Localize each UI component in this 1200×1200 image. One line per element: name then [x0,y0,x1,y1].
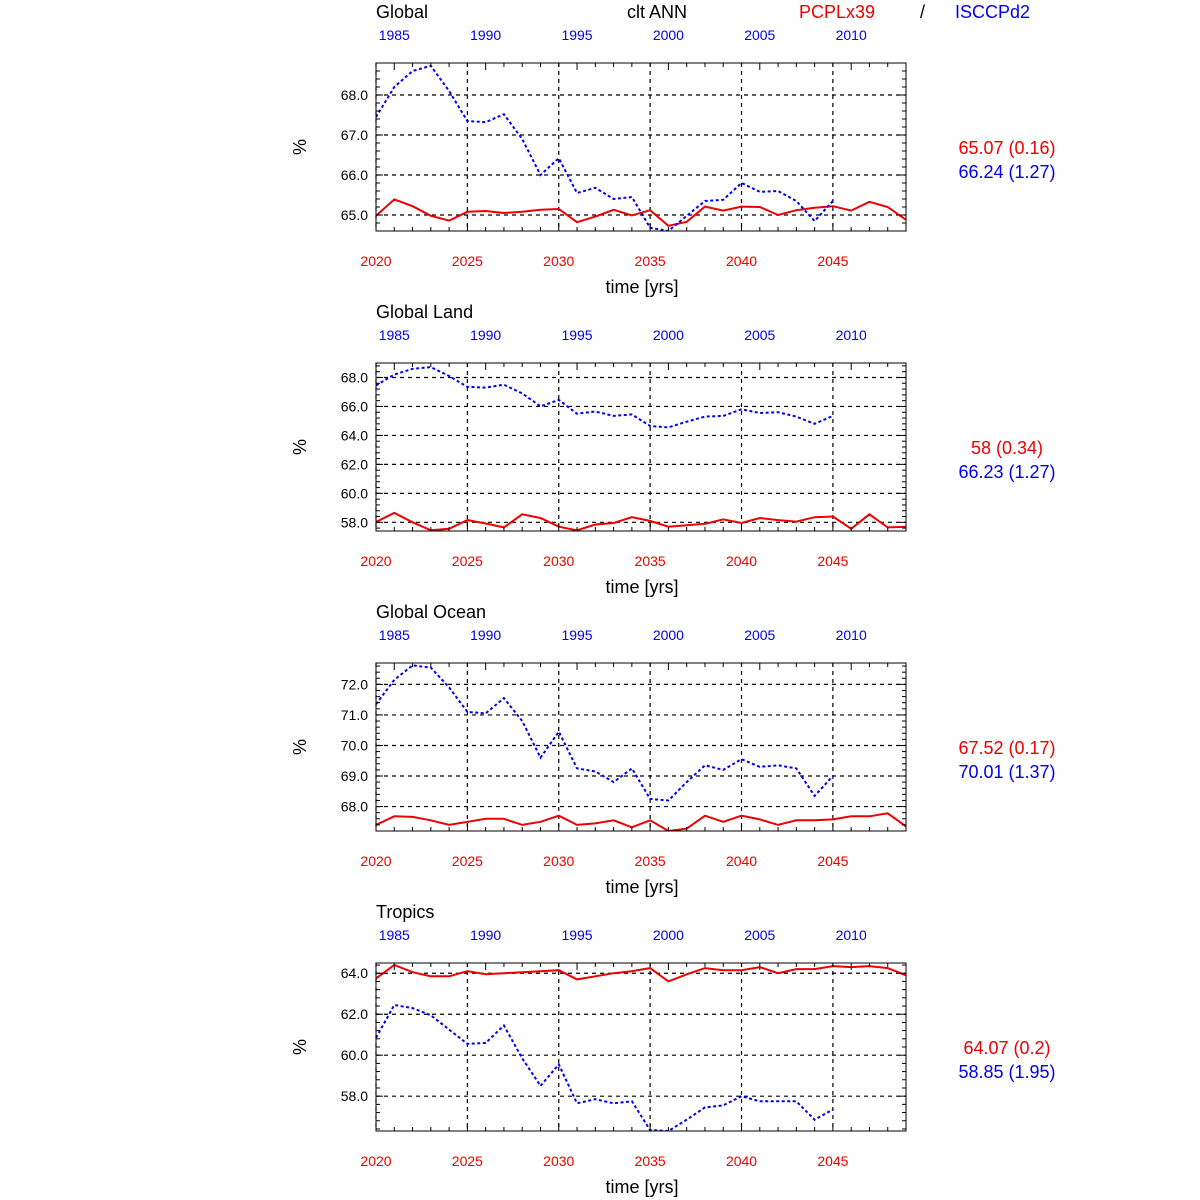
x-top-tick-label: 2005 [744,627,776,643]
x-top-tick-label: 1985 [378,27,410,43]
panel-3 [290,602,1056,897]
case-stats: 67.52 (0.17) [958,738,1056,758]
x-top-tick-label: 2005 [744,327,776,343]
x-tick-label: 2020 [360,553,392,569]
y-axis-label: % [290,438,310,456]
x-tick-label: 2045 [817,553,849,569]
y-tick-label: 62.0 [340,456,368,473]
x-top-tick-label: 2000 [652,627,684,643]
x-tick-label: 2025 [451,553,483,569]
x-tick-label: 2040 [725,853,758,869]
obs-series-line [376,1005,833,1131]
x-top-tick-label: 1995 [561,627,593,643]
plot-frame [376,363,906,531]
x-tick-label: 2035 [634,553,666,569]
x-tick-label: 2040 [725,1153,758,1169]
x-top-tick-label: 2010 [835,927,867,943]
y-tick-label: 60.0 [340,1047,368,1064]
x-tick-label: 2040 [725,253,758,269]
x-tick-label: 2020 [360,853,392,869]
y-tick-label: 62.0 [340,1006,368,1023]
x-tick-label: 2030 [543,1153,575,1169]
x-tick-label: 2040 [725,553,758,569]
x-tick-label: 2045 [817,253,849,269]
y-tick-label: 66.0 [340,167,368,183]
separator-label: / [920,2,926,22]
y-tick-label: 68.0 [340,369,368,386]
y-tick-label: 64.0 [340,965,368,982]
obs-series-line [376,367,833,427]
x-axis-label: time [yrs] [605,877,679,897]
x-top-tick-label: 1985 [378,927,410,943]
x-top-tick-label: 1990 [470,927,502,943]
x-tick-label: 2035 [634,853,666,869]
case-label: PCPLx39 [799,2,876,22]
y-tick-label: 70.0 [340,737,368,754]
panel-title: Global Land [376,302,474,322]
y-axis-label: % [290,138,310,156]
plot-frame [376,963,906,1131]
x-axis-label: time [yrs] [605,277,679,297]
panel-4 [290,902,1056,1197]
x-tick-label: 2045 [817,853,849,869]
x-top-tick-label: 1995 [561,27,593,43]
y-tick-label: 68.0 [340,798,368,815]
panel-2 [290,302,1056,597]
y-tick-label: 65.0 [340,207,368,223]
x-tick-label: 2030 [543,853,575,869]
y-tick-label: 66.0 [340,398,368,415]
x-tick-label: 2025 [451,853,483,869]
panel-title: Tropics [376,902,435,922]
obs-series-line [376,665,833,800]
x-top-tick-label: 2000 [652,27,684,43]
x-axis-label: time [yrs] [605,1177,679,1197]
obs-series-line [376,66,833,231]
obs-stats: 58.85 (1.95) [958,1062,1056,1082]
y-tick-label: 69.0 [340,768,368,785]
x-top-tick-label: 2005 [744,927,776,943]
case-stats: 58 (0.34) [970,438,1044,458]
y-axis-label: % [290,738,310,756]
x-axis-label: time [yrs] [605,577,679,597]
y-axis-label: % [290,1038,310,1056]
x-top-tick-label: 2010 [835,627,867,643]
y-tick-label: 58.0 [340,1088,368,1105]
obs-stats: 70.01 (1.37) [958,762,1056,782]
variable-label: clt ANN [627,2,688,22]
x-top-tick-label: 2010 [835,327,867,343]
x-top-tick-label: 2005 [744,27,776,43]
case-series-line [376,813,906,831]
x-tick-label: 2025 [451,253,483,269]
x-tick-label: 2025 [451,1153,483,1169]
x-tick-label: 2020 [360,1153,392,1169]
x-top-tick-label: 1990 [470,327,502,343]
x-tick-label: 2020 [360,253,392,269]
y-tick-label: 68.0 [340,87,368,103]
x-tick-label: 2035 [634,1153,666,1169]
obs-label: ISCCPd2 [955,2,1031,22]
case-series-line [376,513,906,530]
y-tick-label: 60.0 [340,485,368,502]
x-top-tick-label: 1990 [470,627,502,643]
y-tick-label: 72.0 [340,676,368,693]
obs-stats: 66.24 (1.27) [958,162,1056,182]
x-top-tick-label: 1995 [561,327,593,343]
x-tick-label: 2035 [634,253,666,269]
case-series-line [376,199,906,225]
x-top-tick-label: 1985 [378,627,410,643]
plot-frame [376,663,906,831]
panel-1 [290,2,1056,297]
x-tick-label: 2030 [543,553,575,569]
case-stats: 64.07 (0.2) [963,1038,1051,1058]
y-tick-label: 71.0 [340,706,368,723]
x-top-tick-label: 2000 [652,927,684,943]
y-tick-label: 64.0 [340,427,368,444]
x-top-tick-label: 1990 [470,27,502,43]
panel-title: Global [376,2,429,22]
case-stats: 65.07 (0.16) [958,138,1056,158]
y-tick-label: 67.0 [340,127,368,143]
x-top-tick-label: 1985 [378,327,410,343]
obs-stats: 66.23 (1.27) [958,462,1056,482]
x-top-tick-label: 1995 [561,927,593,943]
y-tick-label: 58.0 [340,514,368,531]
x-tick-label: 2045 [817,1153,849,1169]
panel-title: Global Ocean [376,602,487,622]
x-top-tick-label: 2010 [835,27,867,43]
x-top-tick-label: 2000 [652,327,684,343]
x-tick-label: 2030 [543,253,575,269]
